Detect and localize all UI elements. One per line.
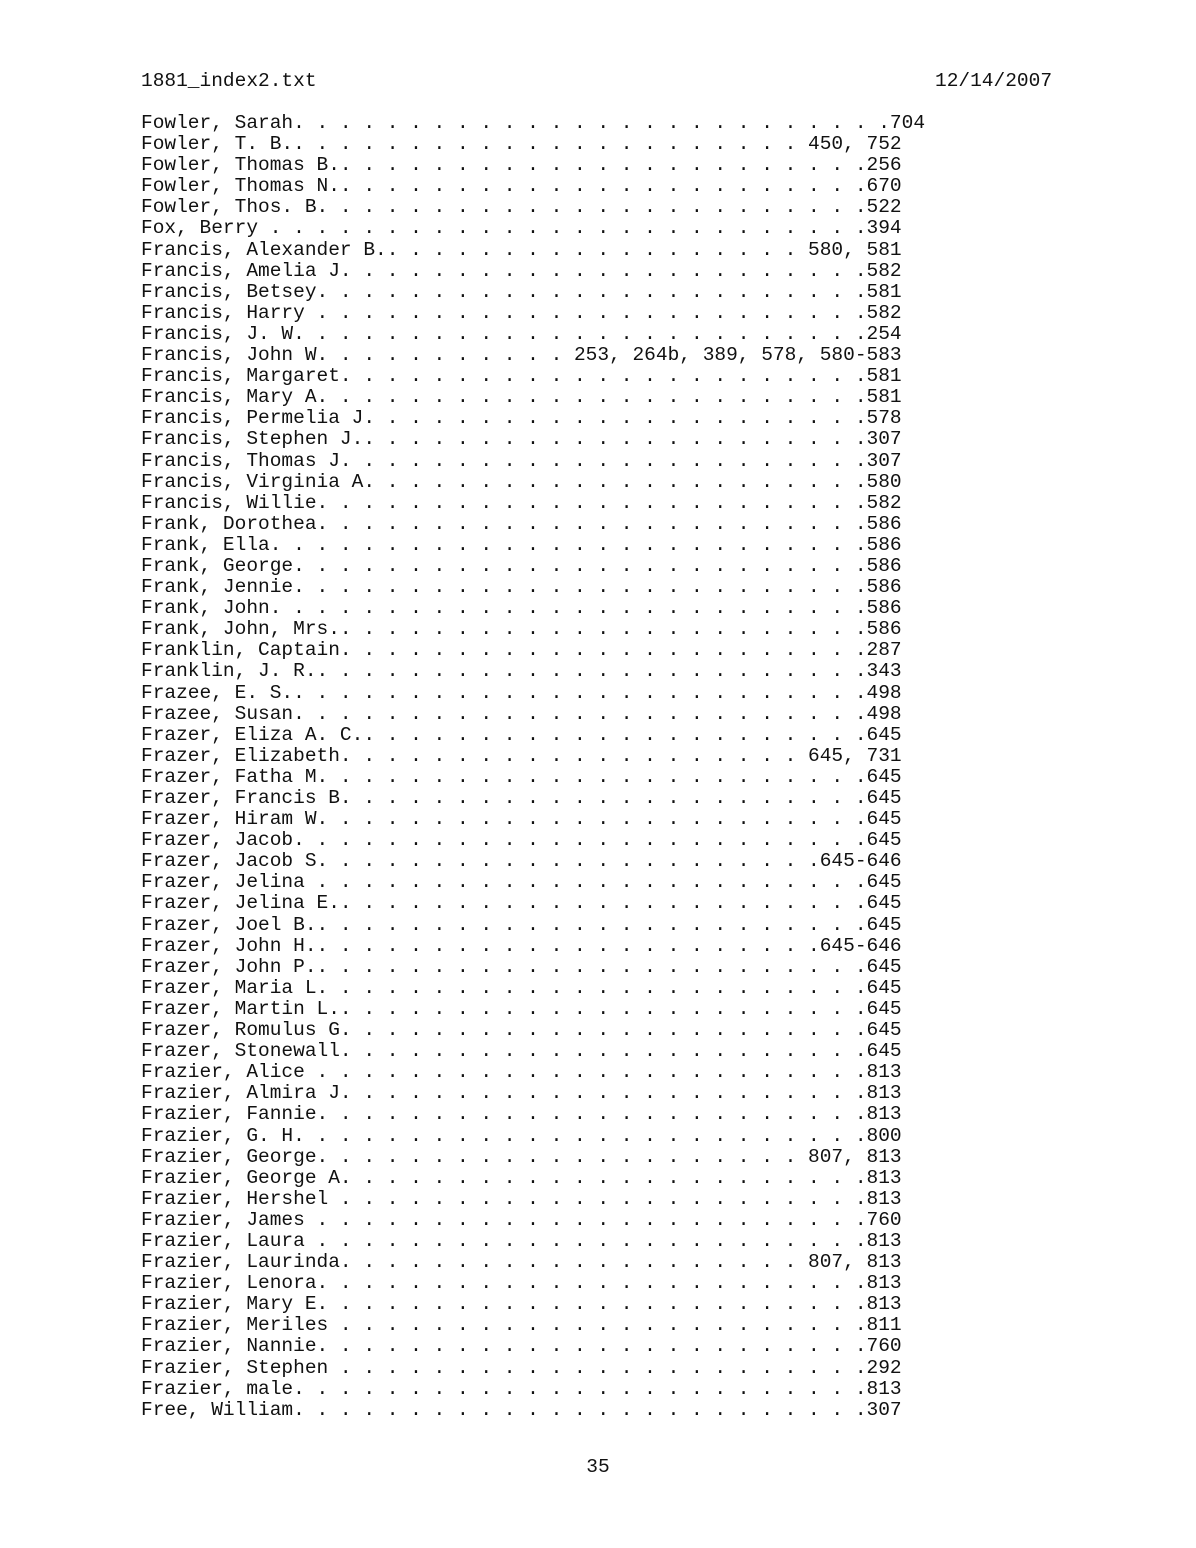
index-entry: Fox, Berry . . . . . . . . . . . . . . . . . . . . . . . . . .394 [141, 217, 902, 240]
index-list [141, 113, 925, 1421]
index-entry: Frank, John. . . . . . . . . . . . . . . . . . . . . . . . . .586 [141, 597, 902, 620]
index-entry: Frazier, Laurinda. . . . . . . . . . . . . . . . . . . . 807, 813 [141, 1251, 902, 1274]
index-entry: Fowler, Thomas B.. . . . . . . . . . . . . . . . . . . . . . .256 [141, 154, 902, 177]
index-entry: Frazier, Hershel . . . . . . . . . . . . . . . . . . . . . . .813 [141, 1187, 902, 1210]
index-entry: Francis, Mary A. . . . . . . . . . . . . . . . . . . . . . . .581 [141, 386, 902, 409]
index-entry: Frazer, Jacob S. . . . . . . . . . . . . . . . . . . . . .645-646 [141, 850, 902, 873]
index-entry: Fowler, Thomas N.. . . . . . . . . . . . . . . . . . . . . . .670 [141, 175, 902, 198]
index-entry: Frazer, Fatha M. . . . . . . . . . . . . . . . . . . . . . . .645 [141, 765, 902, 788]
index-entry: Frank, Jennie. . . . . . . . . . . . . . . . . . . . . . . . .586 [141, 576, 902, 599]
index-entry: Francis, Harry . . . . . . . . . . . . . . . . . . . . . . . .582 [141, 301, 902, 324]
index-entry: Fowler, Sarah. . . . . . . . . . . . . . . . . . . . . . . . . .704 [141, 112, 926, 134]
index-entry: Frank, John, Mrs.. . . . . . . . . . . . . . . . . . . . . . .586 [141, 618, 902, 641]
index-entry: Frazier, Lenora. . . . . . . . . . . . . . . . . . . . . . . .813 [141, 1272, 902, 1295]
index-entry: Frazer, Joel B.. . . . . . . . . . . . . . . . . . . . . . . .645 [141, 913, 902, 936]
index-entry: Francis, Willie. . . . . . . . . . . . . . . . . . . . . . . .582 [141, 491, 902, 514]
index-entry: Frazier, Mary E. . . . . . . . . . . . . . . . . . . . . . . .813 [141, 1293, 902, 1316]
index-entry: Frazier, James . . . . . . . . . . . . . . . . . . . . . . . .760 [141, 1208, 902, 1231]
index-entry: Francis, Margaret. . . . . . . . . . . . . . . . . . . . . . .581 [141, 365, 902, 388]
index-entry: Frazee, E. S.. . . . . . . . . . . . . . . . . . . . . . . . .498 [141, 681, 902, 704]
index-entry: Frazier, George A. . . . . . . . . . . . . . . . . . . . . . .813 [141, 1166, 902, 1189]
index-entry: Francis, Permelia J. . . . . . . . . . . . . . . . . . . . . .578 [141, 407, 902, 430]
index-entry: Frazer, Maria L. . . . . . . . . . . . . . . . . . . . . . . .645 [141, 976, 902, 999]
index-entry: Franklin, J. R.. . . . . . . . . . . . . . . . . . . . . . . .343 [141, 660, 902, 683]
index-entry: Frazier, Alice . . . . . . . . . . . . . . . . . . . . . . . .813 [141, 1061, 902, 1084]
page-number: 35 [586, 1456, 610, 1478]
index-entry: Frazee, Susan. . . . . . . . . . . . . . . . . . . . . . . . .498 [141, 702, 902, 725]
index-entry: Frazer, Jelina . . . . . . . . . . . . . . . . . . . . . . . .645 [141, 871, 902, 894]
index-entry: Frazer, Romulus G. . . . . . . . . . . . . . . . . . . . . . .645 [141, 1019, 902, 1042]
index-entry: Frazer, John P.. . . . . . . . . . . . . . . . . . . . . . . .645 [141, 955, 902, 978]
index-entry: Francis, Alexander B.. . . . . . . . . . . . . . . . . . 580, 581 [141, 238, 902, 261]
index-entry: Free, William. . . . . . . . . . . . . . . . . . . . . . . . .307 [141, 1398, 902, 1421]
index-entry: Frazer, Hiram W. . . . . . . . . . . . . . . . . . . . . . . .645 [141, 808, 902, 831]
index-entry: Frazier, Almira J. . . . . . . . . . . . . . . . . . . . . . .813 [141, 1082, 902, 1105]
index-entry: Frank, Dorothea. . . . . . . . . . . . . . . . . . . . . . . .586 [141, 512, 902, 535]
index-entry: Frazer, Stonewall. . . . . . . . . . . . . . . . . . . . . . .645 [141, 1040, 902, 1063]
index-entry: Franklin, Captain. . . . . . . . . . . . . . . . . . . . . . .287 [141, 639, 902, 662]
index-entry: Fowler, T. B.. . . . . . . . . . . . . . . . . . . . . . 450, 752 [141, 133, 902, 156]
index-entry: Francis, Amelia J. . . . . . . . . . . . . . . . . . . . . . .582 [141, 259, 902, 282]
index-entry: Francis, J. W. . . . . . . . . . . . . . . . . . . . . . . . .254 [141, 322, 902, 345]
index-entry: Frank, Ella. . . . . . . . . . . . . . . . . . . . . . . . . .586 [141, 533, 902, 556]
index-entry: Frazer, John H.. . . . . . . . . . . . . . . . . . . . . .645-646 [141, 934, 902, 957]
index-entry: Frazier, Laura . . . . . . . . . . . . . . . . . . . . . . . .813 [141, 1229, 902, 1252]
index-entry: Frazer, Eliza A. C.. . . . . . . . . . . . . . . . . . . . . .645 [141, 723, 902, 746]
index-entry: Frazier, Meriles . . . . . . . . . . . . . . . . . . . . . . .811 [141, 1314, 902, 1337]
index-entry: Fowler, Thos. B. . . . . . . . . . . . . . . . . . . . . . . .522 [141, 196, 902, 219]
index-entry: Frazer, Elizabeth. . . . . . . . . . . . . . . . . . . . 645, 731 [141, 744, 902, 767]
index-entry: Frazier, male. . . . . . . . . . . . . . . . . . . . . . . . .813 [141, 1377, 902, 1400]
index-entry: Francis, Betsey. . . . . . . . . . . . . . . . . . . . . . . .581 [141, 280, 902, 303]
index-entry: Francis, John W. . . . . . . . . . . 253, 264b, 389, 578, 580-583 [141, 344, 902, 367]
index-entry: Frazier, Nannie. . . . . . . . . . . . . . . . . . . . . . . .760 [141, 1335, 902, 1358]
document-date: 12/14/2007 [935, 70, 1053, 92]
index-entry: Frazer, Jelina E.. . . . . . . . . . . . . . . . . . . . . . .645 [141, 892, 902, 915]
index-entry: Frazier, G. H. . . . . . . . . . . . . . . . . . . . . . . . .800 [141, 1124, 902, 1147]
document-filename: 1881_index2.txt [141, 70, 317, 92]
index-entry: Francis, Stephen J.. . . . . . . . . . . . . . . . . . . . . .307 [141, 428, 902, 451]
index-entry: Francis, Thomas J. . . . . . . . . . . . . . . . . . . . . . .307 [141, 449, 902, 472]
index-entry: Frazer, Francis B. . . . . . . . . . . . . . . . . . . . . . .645 [141, 787, 902, 809]
index-entry: Frazier, Fannie. . . . . . . . . . . . . . . . . . . . . . . .813 [141, 1103, 902, 1126]
index-entry: Frazier, George. . . . . . . . . . . . . . . . . . . . . 807, 813 [141, 1145, 902, 1168]
index-entry: Frank, George. . . . . . . . . . . . . . . . . . . . . . . . .586 [141, 554, 902, 577]
index-entry: Frazer, Jacob. . . . . . . . . . . . . . . . . . . . . . . . .645 [141, 829, 902, 852]
index-entry: Frazer, Martin L.. . . . . . . . . . . . . . . . . . . . . . .645 [141, 997, 902, 1020]
index-entry: Francis, Virginia A. . . . . . . . . . . . . . . . . . . . . .580 [141, 470, 902, 493]
index-entry: Frazier, Stephen . . . . . . . . . . . . . . . . . . . . . . .292 [141, 1356, 902, 1379]
